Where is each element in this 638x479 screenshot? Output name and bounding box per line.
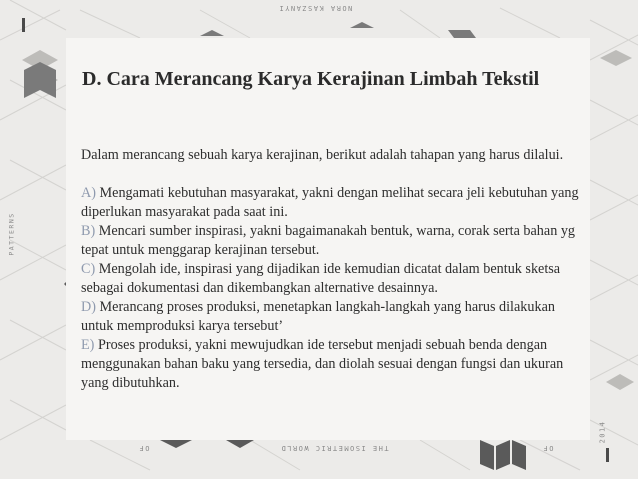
top-left-bar [22,18,25,32]
step-item [81,260,586,298]
intro-paragraph: Dalam merancang sebuah karya kerajinan, berikut adalah tahapan yang harus dilalui. [81,147,564,163]
bottom-left-text: OF [138,444,150,452]
step-marker: C) [81,261,96,277]
step-item [81,222,586,260]
step-text: Mengolah ide, inspirasi yang dijadikan ide kemudian dicatat dalam bentuk sketsa sebagai dokumentasi dan dikembangkan alternative desainnya. [81,261,561,296]
bottom-credit-text: THE ISOMETRIC WORLD [280,444,389,452]
step-item [81,298,586,336]
step-item [81,184,586,222]
step-text: Proses produksi, yakni mewujudkan ide tersebut menjadi sebuah benda dengan menggunakan bahan baku yang tersedia, dan diolah sesuai dengan fungsi dan ukuran yang dibutuhkan. [81,337,564,391]
bottom-right-bar [606,448,609,462]
paragraph-gap [81,165,586,184]
bottom-right-text: OF [542,444,554,452]
step-marker: A) [81,185,96,201]
top-credit-text: NORA KASZANYI [278,4,353,12]
step-text: Mengamati kebutuhan masyarakat, yakni dengan melihat secara jeli kebutuhan yang diperlukan masyarakat pada saat ini. [81,185,579,220]
side-label: PATTERNS [7,212,16,256]
slide-body [81,146,586,393]
step-marker: E) [81,337,95,353]
side-year: 2014 [598,420,607,444]
slide-title: D. Cara Merancang Karya Kerajinan Limbah Tekstil [82,68,540,90]
step-marker: B) [81,223,96,239]
step-text: Merancang proses produksi, menetapkan langkah-langkah yang harus dilakukan untuk memproduksi karya tersebut’ [81,299,555,334]
step-item [81,336,586,393]
step-text: Mencari sumber inspirasi, yakni bagaimanakah bentuk, warna, corak serta bahan yg tepat untuk menggarap kerajinan tersebut. [81,223,576,258]
step-marker: D) [81,299,96,315]
